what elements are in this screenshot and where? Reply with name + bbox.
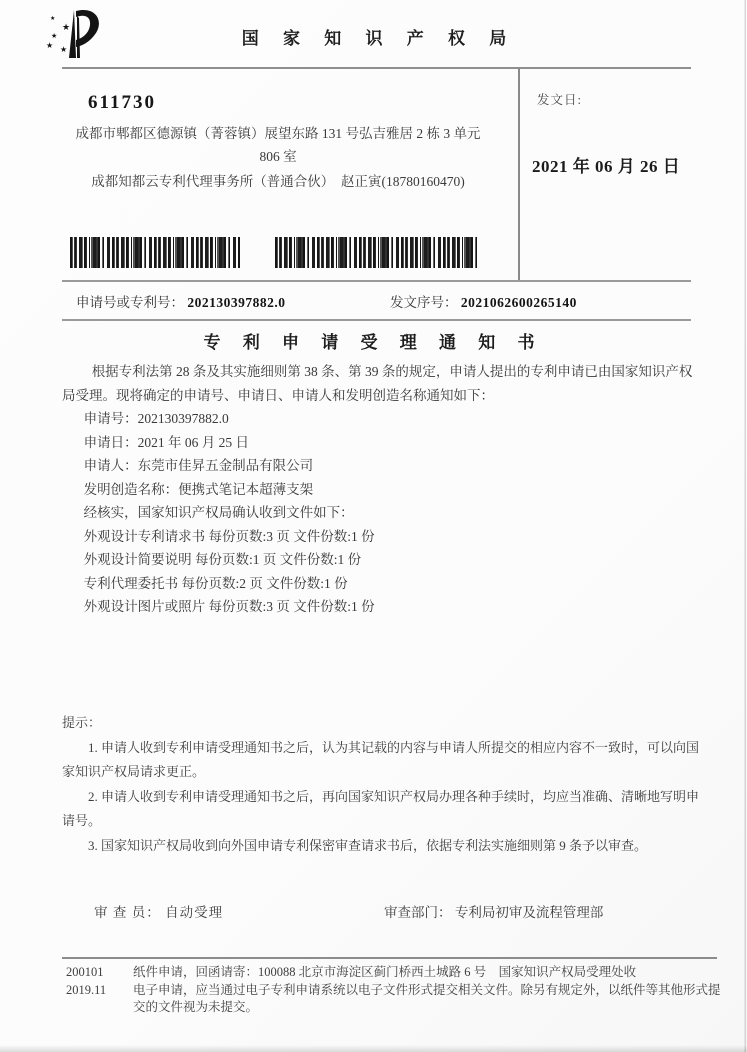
numbers-row (62, 291, 691, 315)
received-item: 专利代理委托书 每份页数:2 页 文件份数:1 份 (83, 575, 348, 591)
field-application-number: 申请号：202130397882.0 (83, 411, 229, 426)
divider-below-numbers (62, 319, 691, 321)
application-number-label: 申请号或专利号： (76, 295, 184, 310)
examiner-value: 自动受理 (165, 905, 224, 920)
received-item: 外观设计简要说明 每份页数:1 页 文件份数:1 份 (83, 552, 362, 567)
confirm-line: 经核实，国家知识产权局确认收到文件如下： (83, 505, 354, 520)
footer-notes (66, 964, 722, 1017)
agency-line: 成都知都云专利代理事务所（普通合伙） 赵正寅(18780160470) (91, 174, 465, 189)
barcode-left (70, 237, 240, 268)
notice-body (62, 360, 699, 619)
address-line-2: 806 室 (259, 149, 297, 164)
application-number-value: 202130397882.0 (187, 295, 286, 310)
hint-item: 2. 申请人收到专利申请受理通知书之后，再向国家知识产权局办理各种手续时，均应当准确、清晰地写明申请号。 (62, 788, 700, 828)
footer-note-paper: 纸件申请，回函请寄：100088 北京市海淀区蓟门桥西土城路 6 号 国家知识产权局受理处收 (133, 965, 637, 979)
dispatch-date-value: 2021 年 06 月 26 日 (532, 157, 681, 176)
department-value: 专利局初审及流程管理部 (454, 905, 604, 920)
org-title: 国 家 知 识 产 权 局 (241, 29, 517, 48)
footer-rule (62, 957, 717, 959)
recipient-address-block (62, 122, 494, 193)
field-applicant: 申请人：东莞市佳昇五金制品有限公司 (83, 458, 314, 473)
footer-code-1: 200101 (66, 965, 104, 979)
dispatch-date-box (518, 68, 694, 280)
svg-text:★: ★ (60, 45, 68, 54)
field-application-date: 申请日：2021 年 06 月 25 日 (83, 434, 249, 450)
svg-text:★: ★ (50, 16, 56, 22)
dispatch-serial-value: 2021062600265140 (460, 295, 577, 310)
footer-note-electronic: 电子申请，应当通过电子专利申请系统以电子文件形式提交相关文件。除另有规定外，以纸件等其他形式提交的文件视为未提交。 (133, 982, 721, 1014)
department-label: 审查部门： (384, 905, 452, 920)
svg-text:★: ★ (51, 32, 58, 40)
department-pair (384, 901, 603, 921)
examiner-pair (94, 901, 223, 921)
field-invention-name: 发明创造名称：便携式笔记本超薄支架 (83, 481, 314, 497)
page-edge-shadow-right (744, 0, 746, 1052)
barcode-right (275, 237, 477, 268)
application-number-pair (76, 291, 286, 311)
postal-code: 611730 (88, 92, 156, 113)
address-line-1: 成都市郫都区德源镇（菁蓉镇）展望东路 131 号弘吉雅居 2 栋 3 单元 (75, 126, 481, 141)
hint-item: 3. 国家知识产权局收到向外国申请专利保密审查请求书后，依据专利法实施细则第 9 条予以审查。 (88, 837, 648, 853)
signoff-row (62, 901, 691, 923)
cnipa-logo-icon (36, 8, 108, 66)
dispatch-serial-pair (390, 291, 577, 311)
divider-above-numbers (62, 280, 691, 282)
svg-text:★: ★ (62, 22, 71, 32)
hints-section (62, 711, 703, 858)
page-edge-shadow-bottom (0, 1045, 747, 1052)
hints-label: 提示： (62, 715, 102, 730)
received-item: 外观设计专利请求书 每份页数:3 页 文件份数:1 份 (83, 528, 375, 544)
dispatch-date-label: 发文日: (537, 93, 582, 107)
examiner-label: 审 查 员： (94, 905, 161, 920)
hint-item: 1. 申请人收到专利申请受理通知书之后，认为其记载的内容与申请人所提交的相应内容不一致时，可以向国家知识产权局请求更正。 (62, 739, 700, 779)
intro-paragraph: 根据专利法第 28 条及其实施细则第 38 条、第 39 条的规定，申请人提出的专利申请已由国家知识产权局受理。现将确定的申请号、申请日、申请人和发明创造名称通知如下： (62, 364, 693, 403)
received-item: 外观设计图片或照片 每份页数:3 页 文件份数:1 份 (83, 599, 375, 614)
notice-title: 专 利 申 请 受 理 通 知 书 (203, 333, 544, 352)
dispatch-serial-label: 发文序号： (390, 295, 458, 310)
footer-code-2: 2019.11 (66, 982, 107, 997)
svg-text:★: ★ (46, 41, 54, 50)
